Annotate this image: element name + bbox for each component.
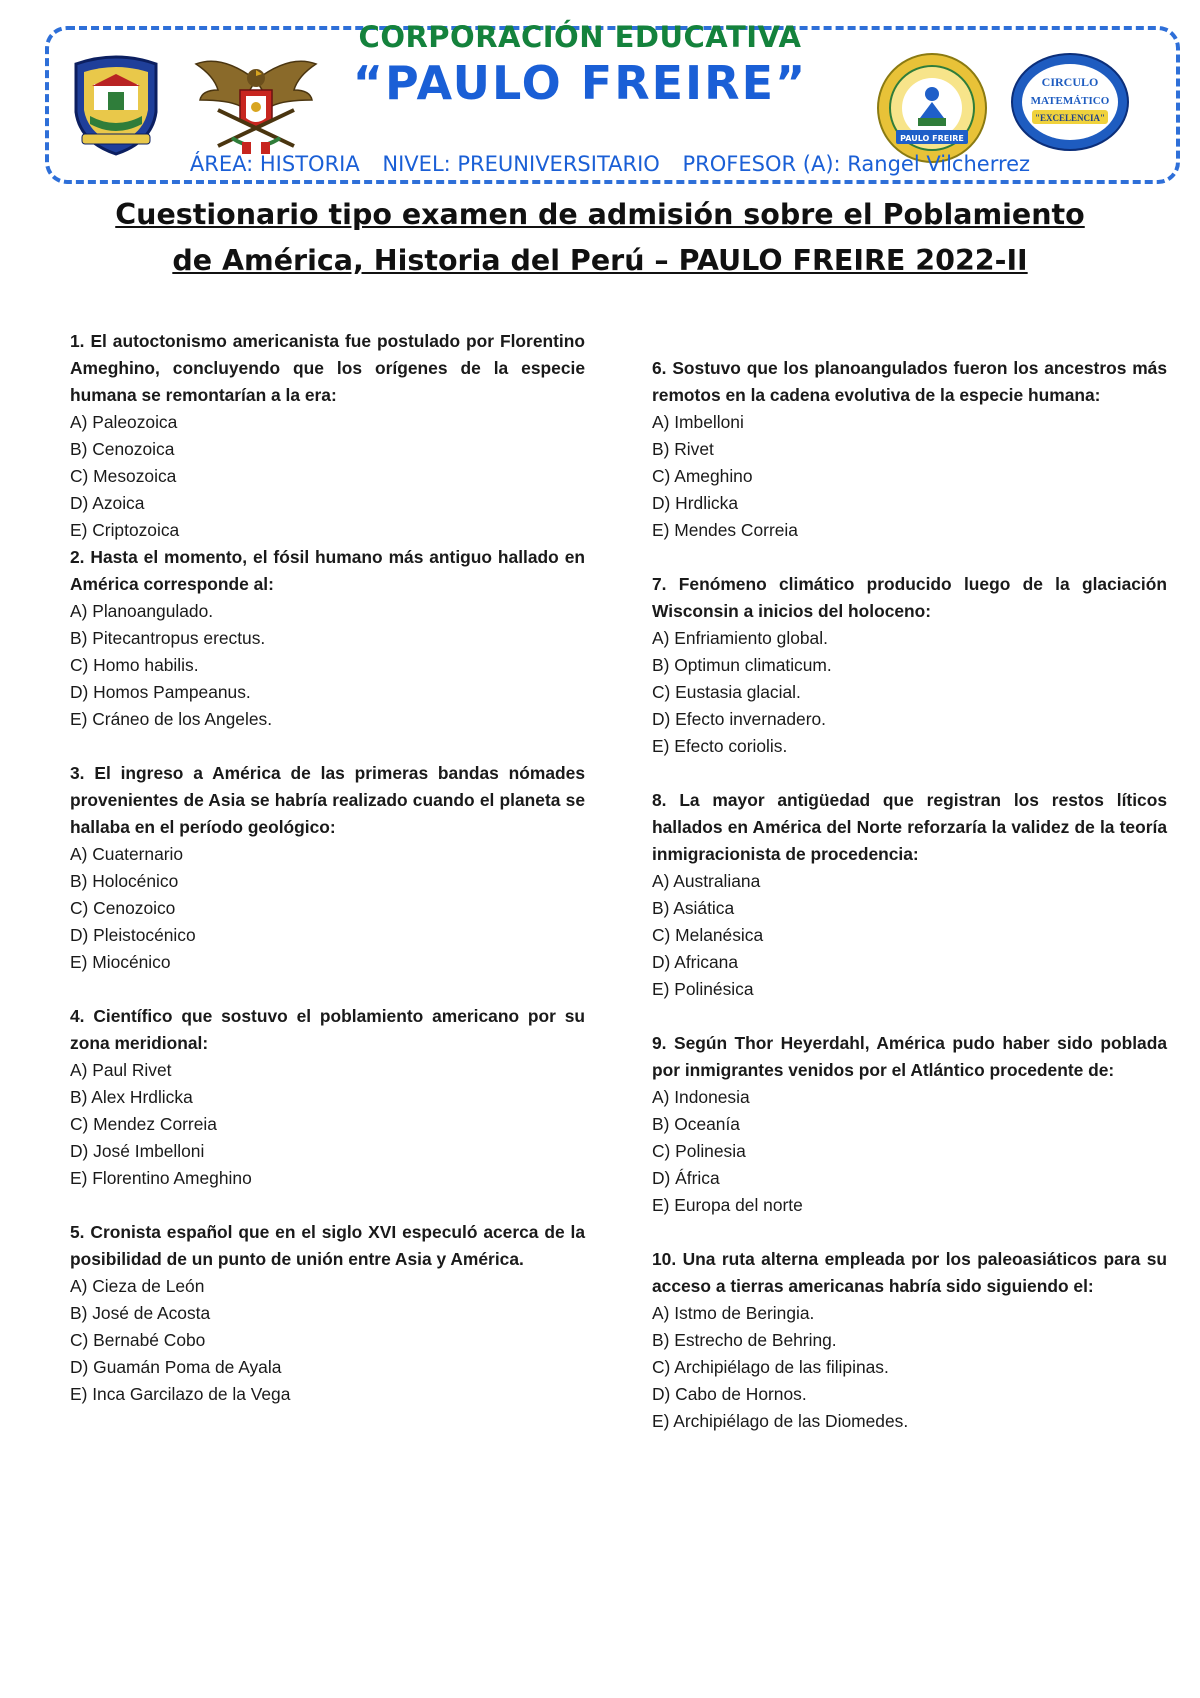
question-text xyxy=(70,760,585,841)
answer-option: A) Cuaternario xyxy=(70,844,184,864)
question-text xyxy=(652,571,1167,625)
answer-option: C) Mesozoica xyxy=(70,466,177,486)
spacer xyxy=(652,544,1167,571)
question-text xyxy=(70,1219,585,1273)
answer-option: D) Hrdlicka xyxy=(652,493,738,513)
answer-option: E) Mendes Correia xyxy=(652,520,798,540)
answer-option: D) Pleistocénico xyxy=(70,925,196,945)
questions-right-column xyxy=(652,328,1167,1435)
question-text xyxy=(70,1003,585,1057)
question-text xyxy=(70,544,585,598)
answer-option: B) Optimun climaticum. xyxy=(652,655,832,675)
answer-option: C) Bernabé Cobo xyxy=(70,1330,206,1350)
answer-option: A) Paleozoica xyxy=(70,412,178,432)
answer-option: A) Indonesia xyxy=(652,1087,750,1107)
question-block xyxy=(70,328,585,544)
course-info-line xyxy=(80,152,1140,176)
question-number: 5. xyxy=(70,1222,85,1242)
paulo-freire-seal-logo xyxy=(876,52,988,164)
answer-option: B) Pitecantropus erectus. xyxy=(70,628,266,648)
circulo-line1: CIRCULO xyxy=(1041,75,1099,89)
question-block xyxy=(70,1219,585,1408)
question-number: 7. xyxy=(652,574,667,594)
question-statement: Fenómeno climático producido luego de la glaciación Wisconsin a inicios del holoceno: xyxy=(652,574,1167,621)
questions-left-column xyxy=(70,328,585,1408)
question-block xyxy=(652,787,1167,1003)
question-number: 8. xyxy=(652,790,667,810)
answer-option: C) Eustasia glacial. xyxy=(652,682,801,702)
answer-option: E) Inca Garcilazo de la Vega xyxy=(70,1384,291,1404)
answer-option: C) Mendez Correia xyxy=(70,1114,217,1134)
question-text xyxy=(652,787,1167,868)
school-shield-logo xyxy=(68,54,164,156)
area-label: ÁREA: HISTORIA xyxy=(189,152,360,176)
circulo-line3: "EXCELENCIA" xyxy=(1034,113,1106,123)
answer-option: D) Homos Pampeanus. xyxy=(70,682,251,702)
answer-option: D) Azoica xyxy=(70,493,145,513)
answer-option: D) África xyxy=(652,1168,720,1188)
answer-option: A) Enfriamiento global. xyxy=(652,628,828,648)
question-block xyxy=(652,1030,1167,1219)
question-block xyxy=(70,1003,585,1192)
answer-option: C) Melanésica xyxy=(652,925,764,945)
question-number: 1. xyxy=(70,331,85,351)
question-number: 2. xyxy=(70,547,85,567)
question-text xyxy=(652,355,1167,409)
answer-option: B) Holocénico xyxy=(70,871,179,891)
answer-option: B) Asiática xyxy=(652,898,735,918)
question-text xyxy=(70,328,585,409)
spacer xyxy=(70,733,585,760)
answer-option: D) Cabo de Hornos. xyxy=(652,1384,807,1404)
answer-option: E) Criptozoica xyxy=(70,520,180,540)
answer-option: B) Alex Hrdlicka xyxy=(70,1087,193,1107)
answer-option: C) Homo habilis. xyxy=(70,655,199,675)
answer-option: E) Florentino Ameghino xyxy=(70,1168,252,1188)
answer-option: E) Miocénico xyxy=(70,952,171,972)
document-title xyxy=(55,192,1145,284)
answer-option: A) Planoangulado. xyxy=(70,601,214,621)
spacer xyxy=(652,1219,1167,1246)
question-statement: Sostuvo que los planoangulados fueron los ancestros más remotos en la cadena evolutiva de la especie humana: xyxy=(652,358,1167,405)
answer-option: D) Africana xyxy=(652,952,739,972)
answer-option: B) Cenozoica xyxy=(70,439,175,459)
answer-option: B) Oceanía xyxy=(652,1114,740,1134)
answer-option: B) Estrecho de Behring. xyxy=(652,1330,837,1350)
answer-option: B) José de Acosta xyxy=(70,1303,211,1323)
answer-option: D) Efecto invernadero. xyxy=(652,709,826,729)
answer-option: A) Istmo de Beringia. xyxy=(652,1303,815,1323)
answer-option: E) Archipiélago de las Diomedes. xyxy=(652,1411,909,1431)
answer-option: A) Cieza de León xyxy=(70,1276,205,1296)
question-block xyxy=(70,760,585,976)
question-statement: Hasta el momento, el fósil humano más antiguo hallado en América corresponde al: xyxy=(70,547,585,594)
question-statement: Cronista español que en el siglo XVI especuló acerca de la posibilidad de un punto de unión entre Asia y América. xyxy=(70,1222,585,1269)
answer-option: A) Paul Rivet xyxy=(70,1060,172,1080)
answer-option: E) Polinésica xyxy=(652,979,754,999)
answer-option: E) Efecto coriolis. xyxy=(652,736,788,756)
spacer xyxy=(652,1003,1167,1030)
teacher-label: PROFESOR (A): Rangel Vilcherrez xyxy=(682,152,1031,176)
question-text xyxy=(652,1030,1167,1084)
question-number: 6. xyxy=(652,358,667,378)
document-title-line1: Cuestionario tipo examen de admisión sobre el Poblamiento xyxy=(115,198,1085,231)
answer-option: C) Ameghino xyxy=(652,466,753,486)
question-number: 9. xyxy=(652,1033,667,1053)
answer-option: C) Cenozoico xyxy=(70,898,176,918)
question-statement: La mayor antigüedad que registran los restos líticos hallados en América del Norte reforzaría la validez de la teoría inmigracionista de procedencia: xyxy=(652,790,1167,864)
paulo-badge-text: PAULO FREIRE xyxy=(900,134,964,143)
document-title-line2: de América, Historia del Perú – PAULO FREIRE 2022-II xyxy=(172,244,1028,277)
corporation-title: CORPORACIÓN EDUCATIVA xyxy=(358,20,802,54)
question-text xyxy=(652,1246,1167,1300)
question-block xyxy=(652,1246,1167,1435)
question-number: 3. xyxy=(70,763,85,783)
spacer xyxy=(652,760,1167,787)
question-statement: El ingreso a América de las primeras bandas nómades provenientes de Asia se habría realizado cuando el planeta se hallaba en el período geológico: xyxy=(70,763,585,837)
question-statement: El autoctonismo americanista fue postulado por Florentino Ameghino, concluyendo que los orígenes de la especie humana se remontarían a la era: xyxy=(70,331,585,405)
brand-title: “PAULO FREIRE” xyxy=(352,56,808,110)
answer-option: A) Imbelloni xyxy=(652,412,744,432)
spacer xyxy=(70,976,585,1003)
answer-option: A) Australiana xyxy=(652,871,761,891)
question-number: 10. xyxy=(652,1249,677,1269)
answer-option: D) José Imbelloni xyxy=(70,1141,205,1161)
question-number: 4. xyxy=(70,1006,85,1026)
question-block xyxy=(652,355,1167,544)
question-statement: Según Thor Heyerdahl, América pudo haber sido poblada por inmigrantes venidos por el Atlántico procedente de: xyxy=(652,1033,1167,1080)
circulo-matematico-logo xyxy=(1010,52,1130,152)
level-label: NIVEL: PREUNIVERSITARIO xyxy=(382,152,660,176)
answer-option: E) Europa del norte xyxy=(652,1195,803,1215)
answer-option: E) Cráneo de los Angeles. xyxy=(70,709,273,729)
answer-option: C) Polinesia xyxy=(652,1141,746,1161)
question-statement: Una ruta alterna empleada por los paleoasiáticos para su acceso a tierras americanas habría sido siguiendo el: xyxy=(652,1249,1167,1296)
question-block xyxy=(652,571,1167,760)
question-block xyxy=(70,544,585,733)
spacer xyxy=(652,328,1167,355)
answer-option: B) Rivet xyxy=(652,439,714,459)
question-statement: Científico que sostuvo el poblamiento americano por su zona meridional: xyxy=(70,1006,585,1053)
answer-option: D) Guamán Poma de Ayala xyxy=(70,1357,282,1377)
circulo-line2: MATEMÁTICO xyxy=(1030,95,1110,107)
spacer xyxy=(70,1192,585,1219)
answer-option: C) Archipiélago de las filipinas. xyxy=(652,1357,889,1377)
